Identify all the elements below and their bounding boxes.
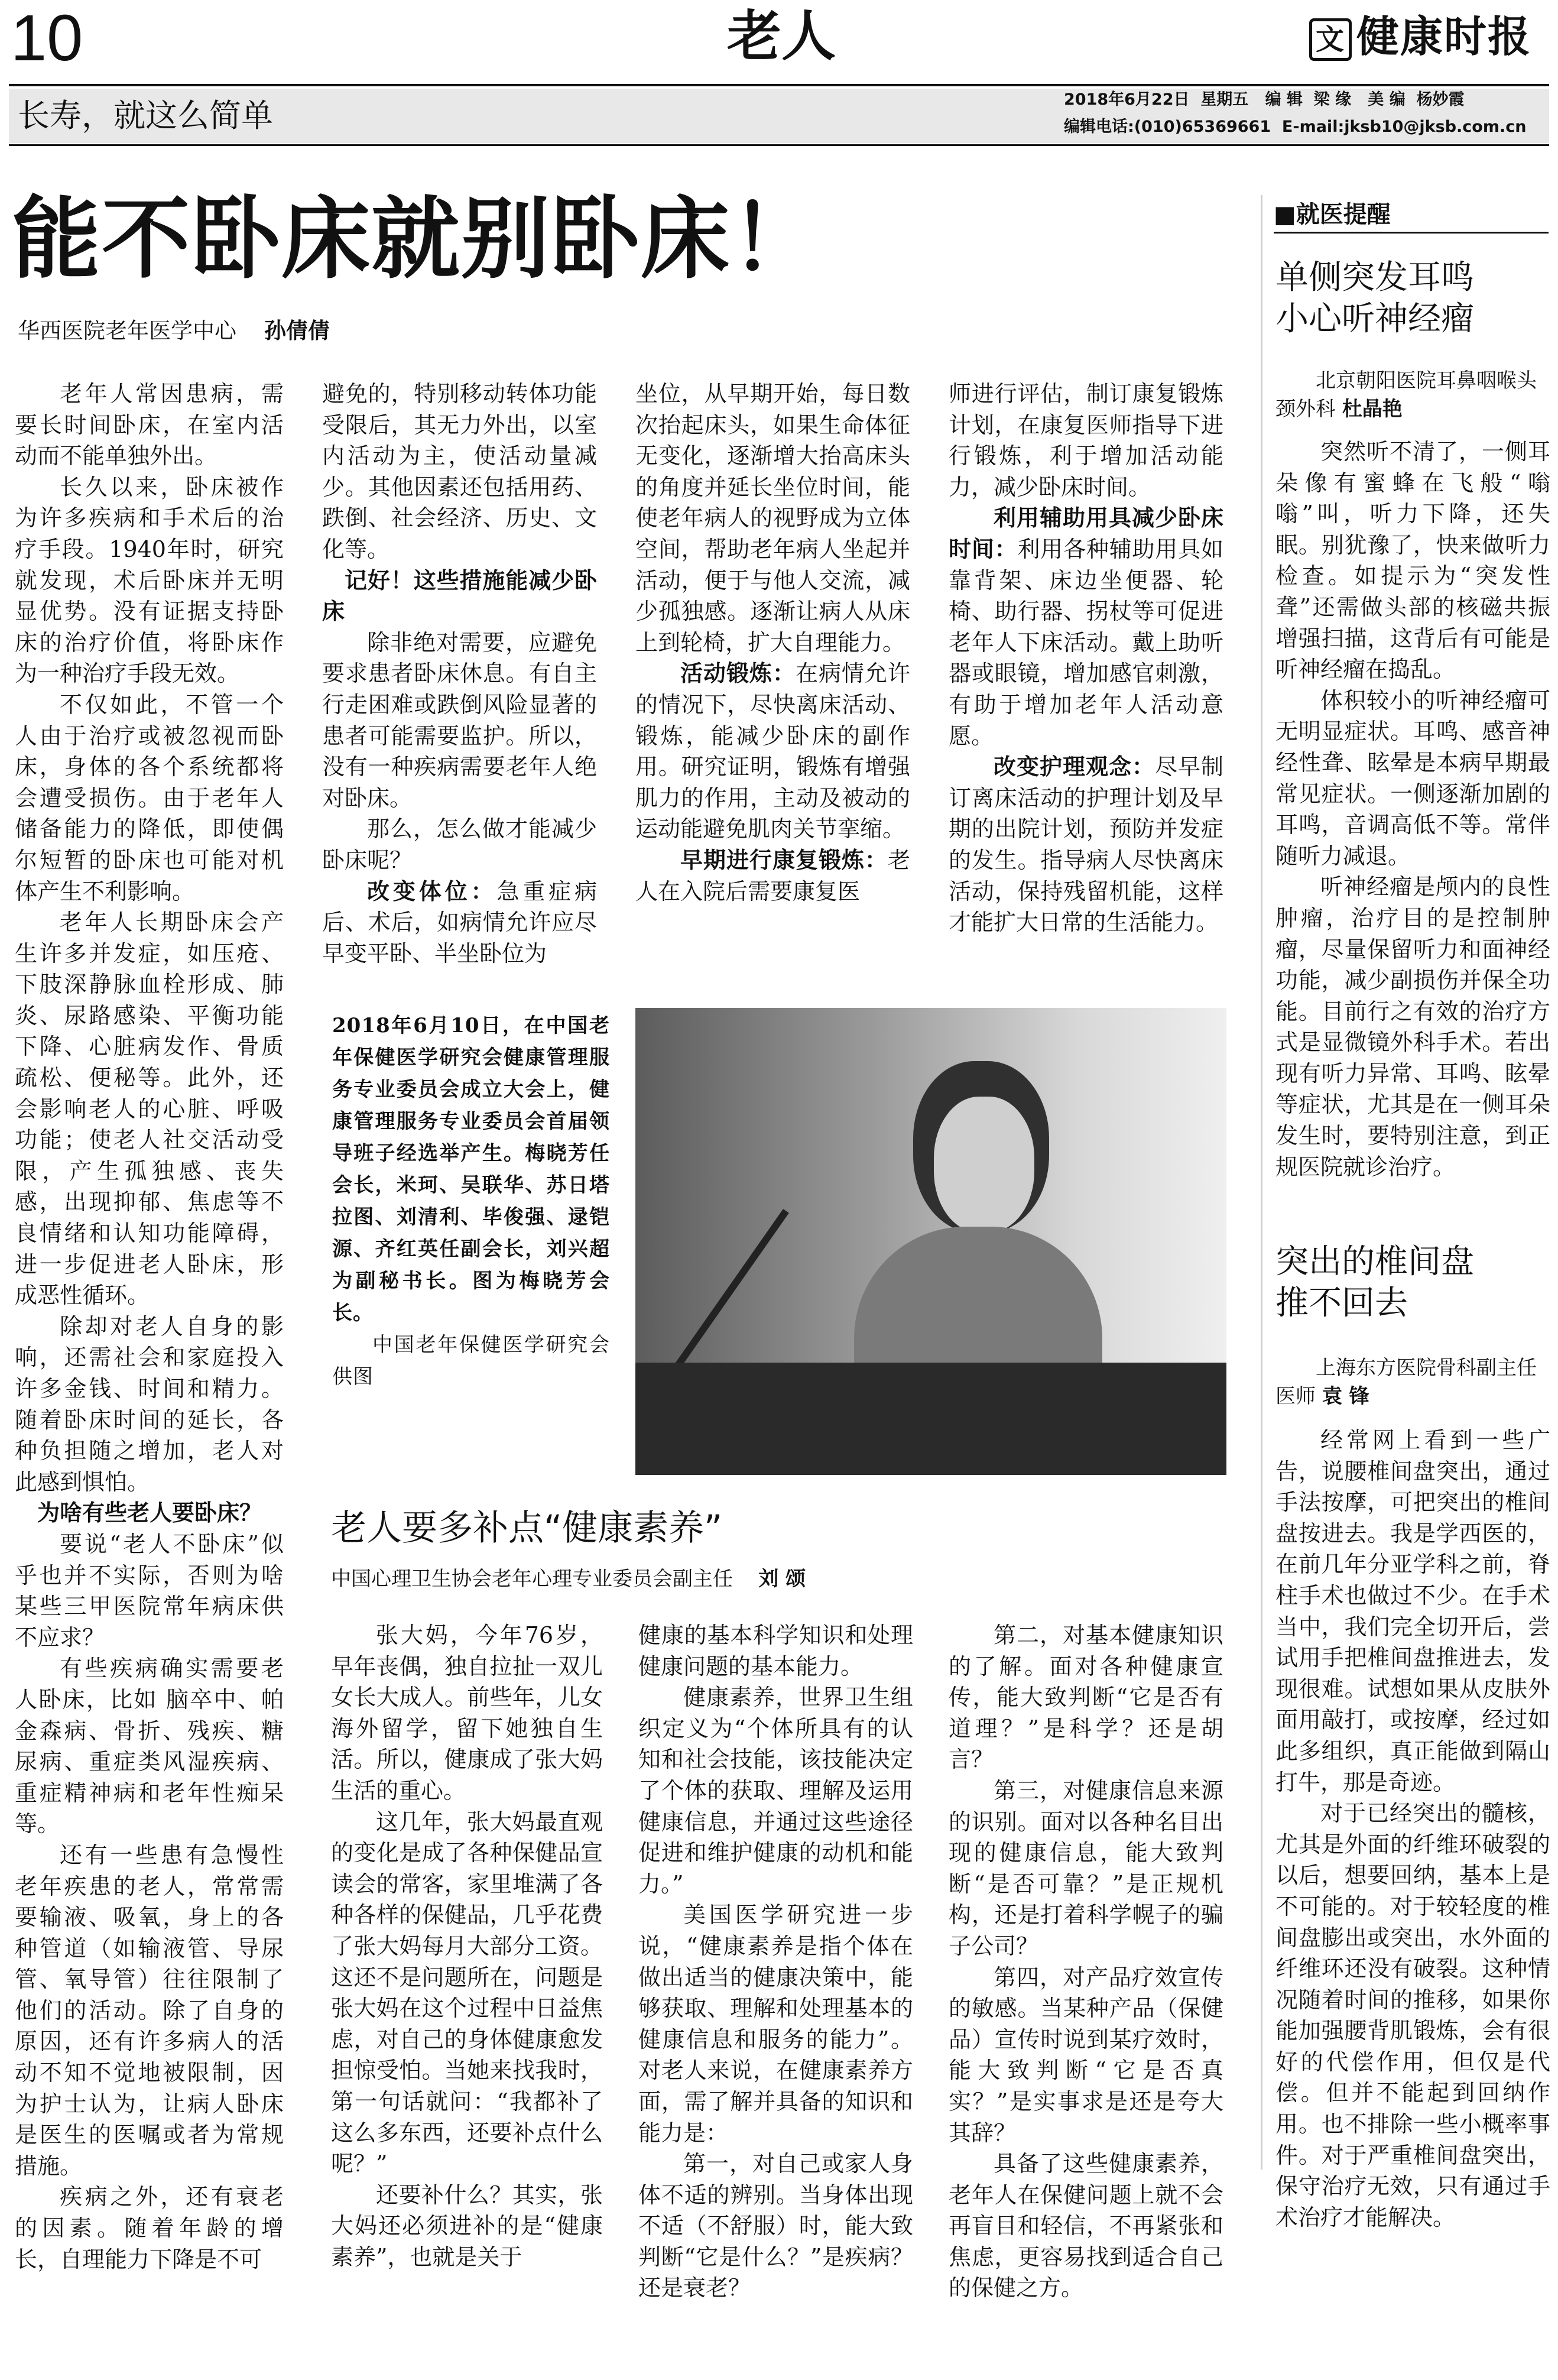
byline-org: 北京朝阳医院耳鼻咽喉头颈外科 xyxy=(1275,369,1537,421)
sidebar-article-1-body xyxy=(1275,436,1550,1182)
paragraph: 活动锻炼：在病情允许的情况下，尽快离床活动、锻炼，能减少卧床的副作用。研究证明，锻炼有增强肌力的作用，主动及被动的运动能避免肌肉关节挛缩。 xyxy=(635,660,910,842)
subheading: 为啥有些老人要卧床？ xyxy=(37,1499,262,1526)
paragraph: 有些疾病确实需要老人卧床，比如 脑卒中、帕金森病、骨折、残疾、糖尿病、重症类风湿疾病、重症精神病和老年性痴呆等。 xyxy=(15,1655,284,1837)
main-article-column-4 xyxy=(949,378,1223,938)
paragraph: 第一，对自己或家人身体不适的辨别。当身体出现不适（不舒服）时，能大致判断“它是什么？”是疾病？还是衰老？ xyxy=(638,2151,913,2301)
sidebar-kicker: ■就医提醒 xyxy=(1274,201,1391,228)
second-article-column-3 xyxy=(949,1620,1223,2304)
paragraph: 改变体位：急重症病后、术后，如病情允许应尽早变平卧、半坐卧位为 xyxy=(322,877,597,967)
logo-mark-icon: 文 xyxy=(1309,18,1352,61)
paragraph: 听神经瘤是颅内的良性肿瘤，治疗目的是控制肿瘤，尽量保留听力和面神经功能，减少副损伤并保全功能。目前行之有效的治疗方式是显微镜外科手术。若出现有听力异常、耳鸣、眩晕等症状，尤其是在一侧耳朵发生时，要特别注意，到正规医院就诊治疗。 xyxy=(1275,874,1550,1180)
paragraph-label: 利用辅助用具减少卧床时间： xyxy=(949,504,1223,562)
main-headline: 能不卧床就别卧床！ xyxy=(12,188,821,291)
byline-org: 中国心理卫生协会老年心理专业委员会副主任 xyxy=(331,1567,733,1591)
paragraph: 那么，怎么做才能减少卧床呢？ xyxy=(322,816,597,873)
paragraph: 经常网上看到一些广告，说腰椎间盘突出，通过手法按摩，可把突出的椎间盘按进去。我是学西医的，在前几年分亚学科之前，脊柱手术也做过不少。在手术当中，我们完全切开后，尝试用手把椎间盘推进去，发现很难。试想如果从皮肤外面用敲打，或按摩，经过如此多组织，真正能做到隔山打牛，那是奇迹。 xyxy=(1275,1427,1550,1795)
paragraph: 突然听不清了，一侧耳朵像有蜜蜂在飞般“嗡嗡”叫，听力下降，还失眠。别犹豫了，快来做听力检查。如提示为“突发性聋”还需做头部的核磁共振增强扫描，这背后有可能是听神经瘤在捣乱。 xyxy=(1275,439,1550,683)
page-number: 10 xyxy=(11,2,83,74)
main-article-column-3 xyxy=(635,378,910,907)
sidebar-headline-1 xyxy=(1275,257,1474,340)
byline-org: 华西医院老年医学中心 xyxy=(18,318,236,343)
sidebar-headline-2 xyxy=(1275,1241,1474,1324)
paragraph: 老年人常因患病，需要长时间卧床，在室内活动而不能单独外出。 xyxy=(15,381,284,469)
paragraph-label: 改变体位： xyxy=(367,877,497,904)
paragraph: 老年人长期卧床会产生许多并发症，如压疮、下肢深静脉血栓形成、肺炎、尿路感染、平衡功能下降、心脏病发作、骨质疏松、便秘等。此外，还会影响老人的心脏、呼吸功能；使老人社交活动受限，产生孤独感、丧失感，出现抑郁、焦虑等不良情绪和认知功能障碍，进一步促进老人卧床，形成恶性循环。 xyxy=(15,909,284,1309)
headline-line-2: 推不回去 xyxy=(1275,1284,1408,1322)
headline-line-2: 小心听神经瘤 xyxy=(1275,300,1474,338)
sidebar-divider xyxy=(1261,195,1262,2170)
masthead-rule xyxy=(9,84,1549,86)
paragraph: 利用辅助用具减少卧床时间：利用各种辅助用具如靠背架、床边坐便器、轮椅、助行器、拐杖等可促进老年人下床活动。戴上助听器或眼镜，增加感官刺激，有助于增加老年人活动意愿。 xyxy=(949,504,1223,749)
paragraph: 避免的，特别移动转体功能受限后，其无力外出，以室内活动为主，使活动量减少。其他因素还包括用药、跌倒、社会经济、历史、文化等。 xyxy=(322,381,597,562)
date-editor-line: 2018年6月22日 星期五 编 辑 梁 缘 美 编 杨妙霞 xyxy=(1064,90,1465,109)
paragraph: 除却对老人自身的影响，还需社会和家庭投入许多金钱、时间和精力。随着卧床时间的延长，各种负担随之增加，老人对此感到惧怕。 xyxy=(15,1313,284,1495)
kicker-rule xyxy=(1274,232,1549,234)
logo-text: 健康时报 xyxy=(1356,12,1532,61)
byline-author: 刘 颂 xyxy=(758,1567,806,1591)
byline-author: 杜晶艳 xyxy=(1342,397,1403,421)
caption-credit: 中国老年保健医学研究会供图 xyxy=(332,1333,610,1389)
paragraph: 早期进行康复锻炼：老人在入院后需要康复医 xyxy=(635,846,910,904)
sidebar-byline-2 xyxy=(1275,1354,1550,1411)
paragraph: 坐位，从早期开始，每日数次抬起床头，如果生命体征无变化，逐渐增大抬高床头的角度并延长坐位时间，能使老年病人的视野成为立体空间，帮助老年病人坐起并活动，便于与他人交流，减少孤独感。逐渐让病人从床上到轮椅，扩大自理能力。 xyxy=(635,381,910,656)
paragraph: 师进行评估，制订康复锻炼计划，在康复医师指导下进行锻炼，利于增加活动能力，减少卧床时间。 xyxy=(949,381,1223,500)
paragraph-label: 改变护理观念： xyxy=(994,753,1155,780)
byline-author: 袁 锋 xyxy=(1322,1384,1369,1408)
second-byline xyxy=(331,1565,806,1593)
main-article-column-1 xyxy=(15,378,284,2275)
second-article-column-2 xyxy=(638,1620,913,2304)
paragraph: 第四，对产品疗效宣传的敏感。当某种产品（保健品）宣传时说到某疗效时，能大致判断“它是否真实？”是实事求是还是夸大其辞？ xyxy=(949,1964,1223,2146)
paragraph: 对于已经突出的髓核，尤其是外面的纤维环破裂的以后，想要回纳，基本上是不可能的。对于较轻度的椎间盘膨出或突出，水外面的纤维环还没有破裂。这种情况随着时间的推移，如果你能加强腰背肌锻炼，会有很好的代偿作用，但仅是代偿。但并不能起到回纳作用。也不排除一些小概率事件。对于严重椎间盘突出，保守治疗无效，只有通过手术治疗才能解决。 xyxy=(1275,1800,1550,2230)
paragraph: 还要补什么？其实，张大妈还必须进补的是“健康素养”，也就是关于 xyxy=(331,2181,603,2270)
section-title: 老人 xyxy=(727,5,836,68)
paragraph: 健康素养，世界卫生组织定义为“个体所具有的认知和社会技能，该技能决定了个体的获取、理解及运用健康信息，并通过这些途径促进和维护健康的动机和能力。” xyxy=(638,1684,913,1897)
paragraph: 长久以来，卧床被作为许多疾病和手术后的治疗手段。1940年时，研究就发现，术后卧床并无明显优势。没有证据支持卧床的治疗价值，将卧床作为一种治疗手段无效。 xyxy=(15,474,284,687)
paragraph: 美国医学研究进一步说，“健康素养是指个体在做出适当的健康决策中，能够获取、理解和处理基本的健康信息和服务的能力”。对老人来说，在健康素养方面，需了解并具备的知识和能力是： xyxy=(638,1902,913,2146)
main-byline xyxy=(18,316,330,346)
paragraph: 健康的基本科学知识和处理健康问题的基本能力。 xyxy=(638,1622,913,1679)
paragraph: 第二，对基本健康知识的了解。面对各种健康宣传，能大致判断“它是否有道理？”是科学？还是胡言？ xyxy=(949,1622,1223,1773)
paragraph: 这几年，张大妈最直观的变化是成了各种保健品宣读会的常客，家里堆满了各种各样的保健品，几乎花费了张大妈每月大部分工资。这还不是问题所在，问题是张大妈在这个过程中日益焦虑，对自己的身体健康愈发担惊受怕。当她来找我时，第一句话就问：“我都补了这么多东西，还要补点什么呢？” xyxy=(331,1808,603,2177)
byline-author: 孙倩倩 xyxy=(264,318,330,343)
paragraph-label: 早期进行康复锻炼： xyxy=(680,846,888,873)
speaker-at-podium-photo xyxy=(635,1008,1226,1475)
paragraph-label: 活动锻炼： xyxy=(680,660,796,687)
paragraph: 具备了这些健康素养，老年人在保健问题上就不会再盲目和轻信，不再紧张和焦虑，更容易找到适合自己的保健之方。 xyxy=(949,2151,1223,2301)
subheading: 记好！这些措施能减少卧床 xyxy=(322,566,597,625)
paragraph: 张大妈，今年76岁，早年丧偶，独自拉扯一双儿女长大成人。前些年，儿女海外留学，留下她独自生活。所以，健康成了张大妈生活的重心。 xyxy=(331,1622,603,1804)
sidebar-article-2-body xyxy=(1275,1425,1550,2233)
paragraph: 还有一些患有急慢性老年疾患的老人，常常需要输液、吸氧，身上的各种管道（如输液管、导尿管、氧导管）往往限制了他们的活动。除了自身的原因，还有许多病人的活动不知不觉地被限制，因为护士认为，让病人卧床是医生的医嘱或者为常规措施。 xyxy=(15,1841,284,2179)
newspaper-logo xyxy=(1309,13,1531,61)
contact-line: 编辑电话:(010)65369661 E-mail:jksb10@jksb.com.cn xyxy=(1064,118,1527,136)
paragraph: 要说“老人不卧床”似乎也并不实际，否则为啥某些三甲医院常年病床供不应求？ xyxy=(15,1531,284,1651)
paragraph: 除非绝对需要，应避免要求患者卧床休息。有自主行走困难或跌倒风险显著的患者可能需要监护。所以，没有一种疾病需要老年人绝对卧床。 xyxy=(322,629,597,811)
photo-caption xyxy=(332,1010,610,1393)
tagline-rule xyxy=(9,144,1549,146)
second-headline: 老人要多补点“健康素养” xyxy=(331,1507,723,1549)
headline-line-1: 单侧突发耳鸣 xyxy=(1275,258,1474,297)
paragraph: 体积较小的听神经瘤可无明显症状。耳鸣、感音神经性聋、眩晕是本病早期最常见症状。一侧逐渐加剧的耳鸣，音调高低不等。常伴随听力减退。 xyxy=(1275,687,1550,869)
byline-org: 上海东方医院骨科副主任医师 xyxy=(1275,1356,1537,1408)
headline-line-1: 突出的椎间盘 xyxy=(1275,1243,1474,1281)
paragraph: 第三，对健康信息来源的识别。面对以各种名目出现的健康信息，能大致判断“是否可靠？”是正规机构，还是打着科学幌子的骗子公司？ xyxy=(949,1777,1223,1959)
tagline: 长寿，就这么简单 xyxy=(18,97,273,134)
paragraph: 不仅如此，不管一个人由于治疗或被忽视而卧床，身体的各个系统都将会遭受损伤。由于老年人储备能力的降低，即使偶尔短暂的卧床也可能对机体产生不利影响。 xyxy=(15,691,284,904)
main-article-column-2 xyxy=(322,378,597,969)
paragraph: 改变护理观念：尽早制订离床活动的护理计划及早期的出院计划，预防并发症的发生。指导病人尽快离床活动，保持残留机能，这样才能扩大日常的生活能力。 xyxy=(949,753,1223,936)
second-article-column-1 xyxy=(331,1620,603,2272)
paragraph: 疾病之外，还有衰老的因素。随着年龄的增长，自理能力下降是不可 xyxy=(15,2184,284,2272)
sidebar-byline-1 xyxy=(1275,367,1550,423)
caption-text: 2018年6月10日，在中国老年保健医学研究会健康管理服务专业委员会成立大会上，健康管理服务专业委员会首届领导班子经选举产生。梅晓芳任会长，米珂、吴联华、苏日塔拉图、刘清利、毕俊强、逯铠源、齐红英任副会长，刘兴超为副秘书长。图为梅晓芳会长。 xyxy=(332,1014,610,1325)
